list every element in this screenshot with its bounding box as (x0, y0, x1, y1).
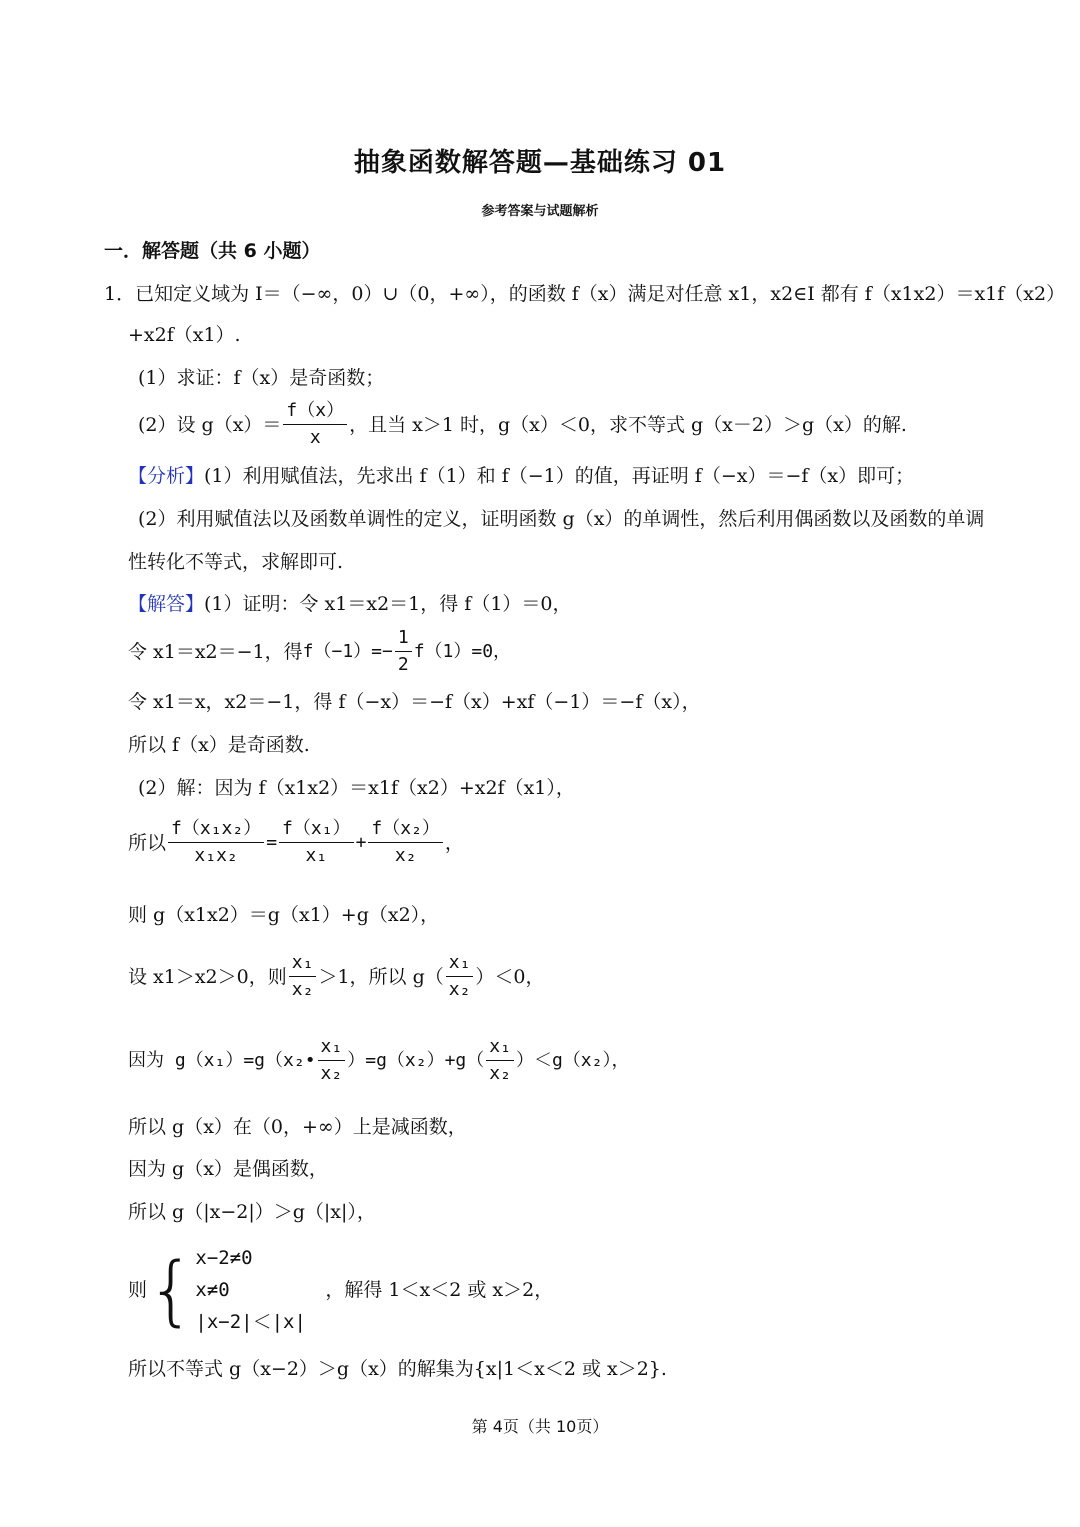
s9-prefix: 因为 g（x₁）=g（x₂• (128, 1049, 316, 1071)
fraction-denominator: x₂ (489, 1063, 511, 1084)
fraction-denominator: x₂ (320, 1063, 343, 1084)
fraction-numerator: x₁ (446, 952, 474, 977)
solution-line6 (128, 818, 464, 867)
fraction-denominator: x₁x₂ (194, 845, 238, 866)
page-title: 抽象函数解答题—基础练习 01 (353, 148, 727, 178)
analysis-line1 (128, 464, 914, 488)
section-heading: 一．解答题（共 6 小题） (104, 240, 321, 262)
solution-tag: 【解答】 (128, 593, 205, 615)
fraction-numerator: x₁ (289, 952, 317, 977)
solution-line13 (128, 1242, 553, 1338)
s6-fraction2 (279, 818, 354, 867)
page-subtitle: 参考答案与试题解析 (481, 204, 599, 219)
s13-suffix: ，解得 1＜x＜2 或 x＞2， (325, 1279, 554, 1301)
s8-fraction2 (446, 952, 474, 1001)
s2-fraction (395, 627, 412, 676)
analysis-text1: (1）利用赋值法，先求出 f（1）和 f（−1）的值，再证明 f（−x）＝−f（x）即可； (204, 465, 915, 487)
fraction-denominator: x₂ (394, 845, 417, 866)
solution-line2 (128, 627, 511, 676)
solution-line10: 所以 g（x）在（0，+∞）上是减函数， (128, 1116, 467, 1138)
s6-plus: + (355, 831, 367, 853)
fraction-denominator: x (309, 427, 321, 448)
fraction-denominator: x₁ (305, 845, 328, 866)
solution-line14: 所以不等式 g（x−2）＞g（x）的解集为{x|1＜x＜2 或 x＞2}. (128, 1358, 667, 1380)
fraction-denominator: x₂ (291, 979, 314, 1000)
problem-part1: (1）求证：f（x）是奇函数； (138, 367, 385, 389)
s8-prefix: 设 x1＞x2＞0，则 (128, 965, 287, 988)
solution-line7: 则 g（x1x2）＝g（x1）+g（x2）， (128, 904, 440, 926)
analysis-tag: 【分析】 (128, 465, 205, 487)
equation-system (195, 1242, 325, 1338)
part2-fraction (283, 400, 347, 449)
s9-fraction1 (318, 1036, 346, 1085)
system-row2: x≠0 (195, 1279, 230, 1301)
fraction-denominator: 2 (397, 654, 409, 675)
s6-prefix: 所以 (128, 831, 167, 854)
solution-line11: 因为 g（x）是偶函数， (128, 1158, 328, 1180)
solution-line1 (128, 592, 572, 616)
page-footer: 第 4页（共 10页） (471, 1417, 609, 1436)
s6-equals: = (266, 831, 278, 853)
system-row3: |x−2|＜|x| (195, 1311, 306, 1333)
s9-end: ）＜g（x₂）， (515, 1049, 630, 1071)
fraction-numerator: f（x₁x₂） (168, 818, 264, 843)
fraction-numerator: x₁ (486, 1036, 514, 1061)
analysis-line2: (2）利用赋值法以及函数单调性的定义，证明函数 g（x）的单调性，然后利用偶函数以及函数的单调 (138, 508, 985, 530)
s2-expr-left: f（−1）=− (302, 640, 393, 662)
problem-part2 (138, 400, 907, 449)
left-brace: { (147, 1245, 196, 1334)
s6-fraction3 (368, 818, 443, 867)
s8-fraction1 (289, 952, 317, 1001)
s6-end: ， (444, 831, 464, 854)
part2-suffix: ，且当 x＞1 时，g（x）＜0，求不等式 g（x－2）＞g（x）的解. (349, 413, 907, 436)
s8-mid: ＞1，所以 g（ (318, 965, 444, 988)
solution-line9 (128, 1036, 629, 1085)
solution-line3: 令 x1＝x，x2＝−1，得 f（−x）＝−f（x）+xf（−1）＝−f（x）， (128, 691, 701, 713)
s2-prefix: 令 x1＝x2＝−1，得 (128, 640, 303, 663)
s9-mid: ）=g（x₂）+g（ (347, 1049, 485, 1071)
s8-end: ）＜0， (475, 965, 545, 988)
solution-text1: (1）证明：令 x1＝x2＝1，得 f（1）＝0， (204, 593, 572, 615)
system-row1: x−2≠0 (195, 1247, 253, 1269)
solution-line5: (2）解：因为 f（x1x2）＝x1f（x2）+x2f（x1）， (138, 777, 575, 799)
solution-line4: 所以 f（x）是奇函数. (128, 734, 310, 756)
fraction-numerator: f（x₁） (279, 818, 354, 843)
solution-line12: 所以 g（|x−2|）＞g（|x|）， (128, 1201, 376, 1223)
analysis-line3: 性转化不等式，求解即可. (128, 551, 344, 573)
s13-prefix: 则 (128, 1279, 148, 1301)
fraction-denominator: x₂ (448, 979, 471, 1000)
solution-line8 (128, 952, 545, 1001)
problem-statement-line1: 1．已知定义域为 I＝（−∞，0）∪（0，+∞），的函数 f（x）满足对任意 x1，x2∈I 都有 f（x1x2）＝x1f（x2） (104, 283, 1066, 305)
fraction-numerator: 1 (395, 627, 412, 652)
s2-expr-right: f（1）=0， (413, 640, 512, 662)
fraction-numerator: x₁ (318, 1036, 346, 1061)
problem-statement-line2: +x2f（x1）. (128, 324, 241, 346)
fraction-numerator: f（x） (283, 400, 347, 425)
s6-fraction1 (168, 818, 264, 867)
fraction-numerator: f（x₂） (368, 818, 443, 843)
s9-fraction2 (486, 1036, 514, 1085)
part2-prefix: (2）设 g（x）＝ (138, 413, 282, 436)
